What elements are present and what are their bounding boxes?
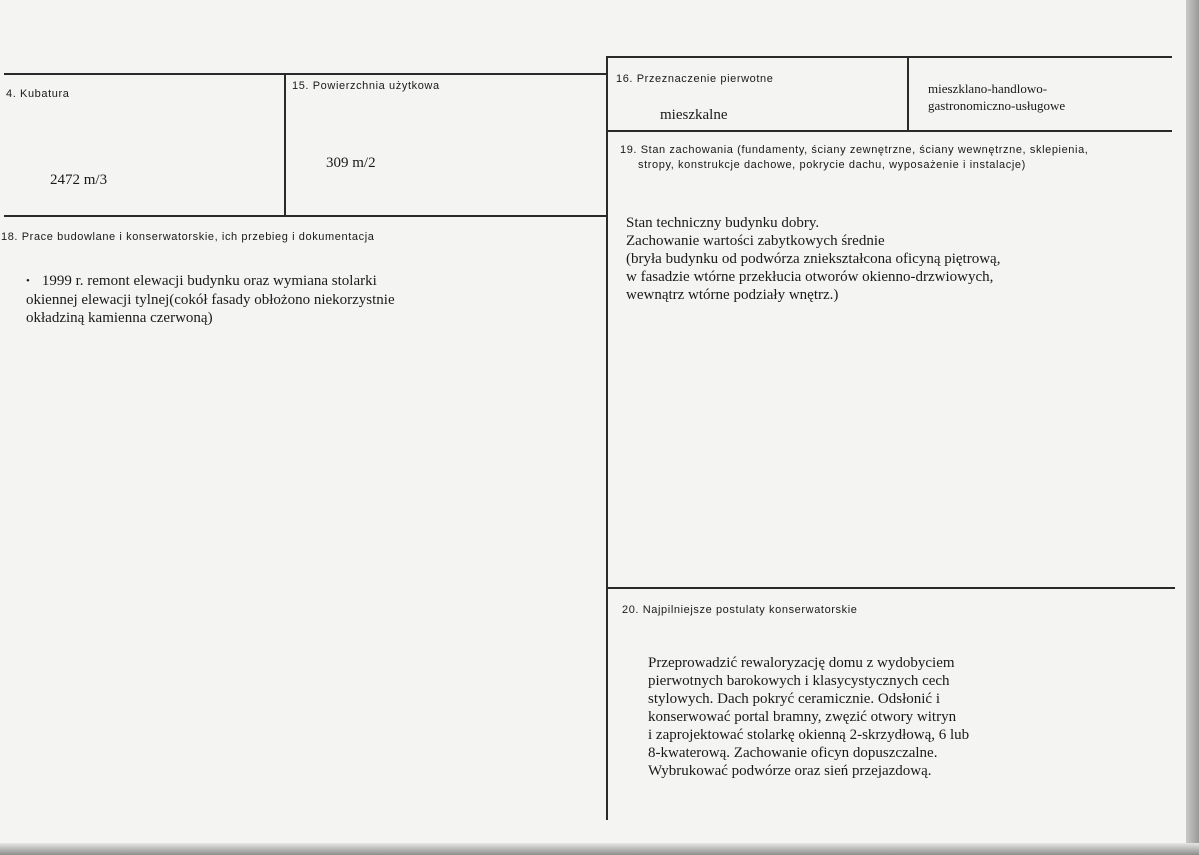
- row-divider-right-lower: [606, 587, 1175, 589]
- przeznaczenie-current-line: mieszklano-handlowo-: [928, 81, 1048, 96]
- stan-label-line-2: stropy, konstrukcje dachowe, pokrycie dachu, wyposażenie i instalacje): [638, 159, 1026, 171]
- stan-label-line-1: 19. Stan zachowania (fundamenty, ściany zewnętrzne, ściany wewnętrzne, sklepienia,: [620, 144, 1089, 156]
- postulaty-label: 20. Najpilniejsze postulaty konserwatorskie: [622, 604, 858, 616]
- stan-text-line: Stan techniczny budynku dobry.: [626, 215, 820, 231]
- prace-text-first: 1999 r. remont elewacji budynku oraz wymiana stolarki: [41, 273, 377, 289]
- col-divider-kubatura: [284, 73, 286, 217]
- postulaty-text: [648, 654, 969, 780]
- prace-text-line: okładziną kamienna czerwoną): [26, 310, 213, 326]
- prace-text-line: [26, 272, 395, 291]
- stan-text-line: Zachowanie wartości zabytkowych średnie: [626, 233, 885, 249]
- postulaty-text-line: i zaprojektować stolarkę okienną 2-skrzydłową, 6 lub: [648, 727, 970, 743]
- stan-text-line: wewnątrz wtórne podziały wnętrz.): [626, 287, 839, 303]
- postulaty-text-line: Wybrukować podwórze oraz sień przejazdową.: [648, 763, 932, 779]
- postulaty-text-line: 8-kwaterową. Zachowanie oficyn dopuszczalne.: [648, 745, 938, 761]
- top-border-right: [606, 56, 1172, 58]
- row-divider-right-upper: [606, 130, 1172, 132]
- stan-text-line: w fasadzie wtórne przekłucia otworów okienno-drzwiowych,: [626, 269, 994, 285]
- postulaty-text-line: konserwować portal bramny, zwęzić otwory witryn: [648, 709, 957, 725]
- powierzchnia-value: 309 m/2: [326, 155, 376, 171]
- scan-edge-bottom: [0, 843, 1199, 855]
- przeznaczenie-value: mieszkalne: [660, 107, 728, 123]
- col-divider-przeznaczenie: [907, 56, 909, 132]
- prace-label: 18. Prace budowlane i konserwatorskie, ich przebieg i dokumentacja: [1, 231, 375, 243]
- powierzchnia-label: 15. Powierzchnia użytkowa: [292, 80, 440, 92]
- postulaty-text-line: pierwotnych barokowych i klasycystycznych cech: [648, 673, 950, 689]
- przeznaczenie-current: [928, 80, 1065, 114]
- postulaty-text-line: Przeprowadzić rewaloryzację domu z wydobyciem: [648, 655, 955, 671]
- kubatura-label: 4. Kubatura: [6, 88, 70, 100]
- top-border-left: [4, 73, 608, 75]
- przeznaczenie-label: 16. Przeznaczenie pierwotne: [616, 73, 774, 85]
- prace-text-line: okiennej elewacji tylnej(cokół fasady obłożono niekorzystnie: [26, 292, 395, 308]
- kubatura-value: 2472 m/3: [50, 172, 108, 188]
- col-divider-main: [606, 56, 608, 820]
- stan-text-line: (bryła budynku od podwórza zniekształcona oficyną piętrową,: [626, 251, 1001, 267]
- postulaty-text-line: stylowych. Dach pokryć ceramicznie. Odsłonić i: [648, 691, 940, 707]
- row-divider-left: [4, 215, 608, 217]
- stan-text: [626, 214, 1000, 304]
- scan-edge-right: [1186, 0, 1199, 855]
- bullet-icon: •: [26, 275, 30, 287]
- prace-text: [26, 272, 395, 327]
- przeznaczenie-current-line: gastronomiczno-usługowe: [928, 98, 1066, 113]
